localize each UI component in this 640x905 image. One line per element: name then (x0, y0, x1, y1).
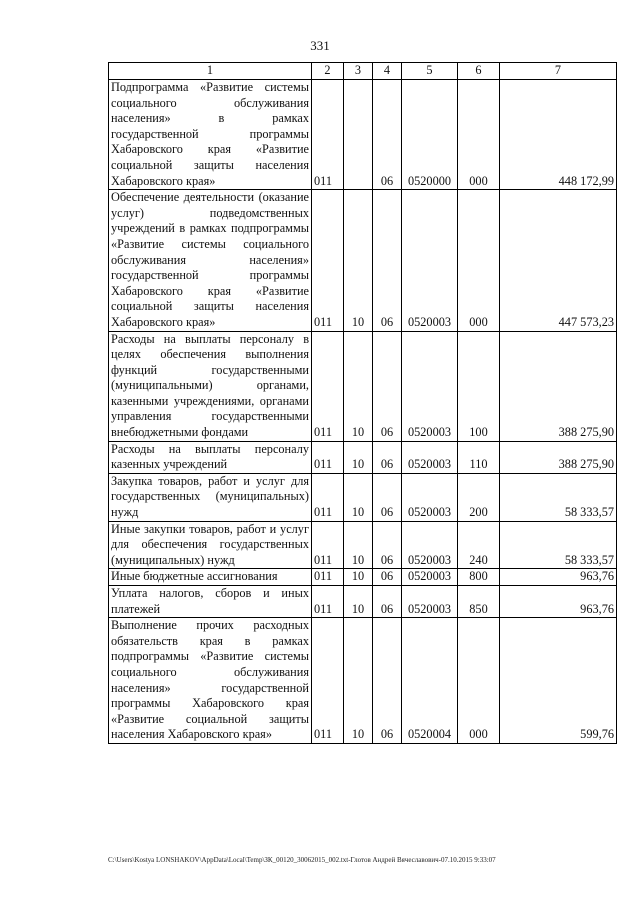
row-name: Расходы на выплаты персоналу в целях обеспечения выполнения функций государственными (муниципальными) органами, казенными учреждениями, органами управления государственными внебюджетными фондами (109, 331, 312, 441)
cell-subsection: 06 (373, 586, 402, 618)
table-row (109, 331, 617, 441)
table-row (109, 521, 617, 569)
cell-subsection: 06 (373, 190, 402, 331)
table-row (109, 473, 617, 521)
cell-section: 10 (344, 569, 373, 586)
table-row (109, 80, 617, 190)
cell-target-article: 0520003 (402, 331, 458, 441)
cell-amount: 58 333,57 (500, 521, 617, 569)
cell-ministry: 011 (312, 80, 344, 190)
cell-amount: 388 275,90 (500, 441, 617, 473)
cell-subsection: 06 (373, 441, 402, 473)
table-row (109, 441, 617, 473)
cell-subsection: 06 (373, 618, 402, 744)
cell-section: 10 (344, 441, 373, 473)
cell-section (344, 80, 373, 190)
cell-subsection: 06 (373, 521, 402, 569)
row-name: Подпрограмма «Развитие системы социального обслуживания населения» в рамках государственной программы Хабаровского края «Развитие социальной защиты населения Хабаровского края» (109, 80, 312, 190)
cell-target-article: 0520003 (402, 569, 458, 586)
cell-expense-type: 000 (458, 80, 500, 190)
cell-subsection: 06 (373, 569, 402, 586)
budget-table (108, 62, 617, 744)
cell-target-article: 0520003 (402, 521, 458, 569)
cell-expense-type: 240 (458, 521, 500, 569)
column-header-5: 5 (402, 63, 458, 80)
table-row (109, 586, 617, 618)
cell-ministry: 011 (312, 586, 344, 618)
cell-expense-type: 000 (458, 190, 500, 331)
cell-section: 10 (344, 586, 373, 618)
cell-expense-type: 110 (458, 441, 500, 473)
row-name: Выполнение прочих расходных обязательств края в рамках подпрограммы «Развитие системы социального обслуживания населения» государственной программы Хабаровского края «Развитие социальной защиты населения Хабаровского края» (109, 618, 312, 744)
row-name: Иные закупки товаров, работ и услуг для обеспечения государственных (муниципальных) нужд (109, 521, 312, 569)
cell-expense-type: 000 (458, 618, 500, 744)
cell-section: 10 (344, 190, 373, 331)
column-header-4: 4 (373, 63, 402, 80)
cell-amount: 447 573,23 (500, 190, 617, 331)
column-header-3: 3 (344, 63, 373, 80)
cell-ministry: 011 (312, 331, 344, 441)
row-name: Уплата налогов, сборов и иных платежей (109, 586, 312, 618)
column-header-7: 7 (500, 63, 617, 80)
cell-subsection: 06 (373, 80, 402, 190)
cell-amount: 963,76 (500, 569, 617, 586)
cell-ministry: 011 (312, 569, 344, 586)
row-name: Закупка товаров, работ и услуг для государственных (муниципальных) нужд (109, 473, 312, 521)
cell-expense-type: 850 (458, 586, 500, 618)
cell-expense-type: 200 (458, 473, 500, 521)
cell-amount: 963,76 (500, 586, 617, 618)
cell-expense-type: 100 (458, 331, 500, 441)
table-header-row (109, 63, 617, 80)
cell-ministry: 011 (312, 190, 344, 331)
page-number: 331 (310, 38, 330, 53)
cell-section: 10 (344, 521, 373, 569)
row-name: Расходы на выплаты персоналу казенных учреждений (109, 441, 312, 473)
cell-section: 10 (344, 618, 373, 744)
cell-amount: 58 333,57 (500, 473, 617, 521)
cell-ministry: 011 (312, 618, 344, 744)
cell-amount: 448 172,99 (500, 80, 617, 190)
file-path-footer: C:\Users\Kostya LONSHAKOV\AppData\Local\Temp\ЗК_00120_30062015_002.txt-Глотов Андрей Вячеславович-07.10.2015 9:33:07 (108, 856, 496, 864)
table-row (109, 618, 617, 744)
cell-ministry: 011 (312, 441, 344, 473)
cell-subsection: 06 (373, 473, 402, 521)
row-name: Иные бюджетные ассигнования (109, 569, 312, 586)
cell-target-article: 0520003 (402, 586, 458, 618)
cell-section: 10 (344, 331, 373, 441)
table-row (109, 569, 617, 586)
column-header-1: 1 (109, 63, 312, 80)
cell-section: 10 (344, 473, 373, 521)
cell-target-article: 0520000 (402, 80, 458, 190)
cell-target-article: 0520004 (402, 618, 458, 744)
cell-target-article: 0520003 (402, 473, 458, 521)
cell-expense-type: 800 (458, 569, 500, 586)
column-header-2: 2 (312, 63, 344, 80)
row-name: Обеспечение деятельности (оказание услуг) подведомственных учреждений в рамках подпрограммы «Развитие системы социального обслуживания населения» государственной программы Хабаровского края «Развитие социальной защиты населения Хабаровского края» (109, 190, 312, 331)
table-row (109, 190, 617, 331)
cell-target-article: 0520003 (402, 190, 458, 331)
cell-ministry: 011 (312, 473, 344, 521)
cell-target-article: 0520003 (402, 441, 458, 473)
cell-amount: 599,76 (500, 618, 617, 744)
cell-amount: 388 275,90 (500, 331, 617, 441)
cell-ministry: 011 (312, 521, 344, 569)
column-header-6: 6 (458, 63, 500, 80)
cell-subsection: 06 (373, 331, 402, 441)
